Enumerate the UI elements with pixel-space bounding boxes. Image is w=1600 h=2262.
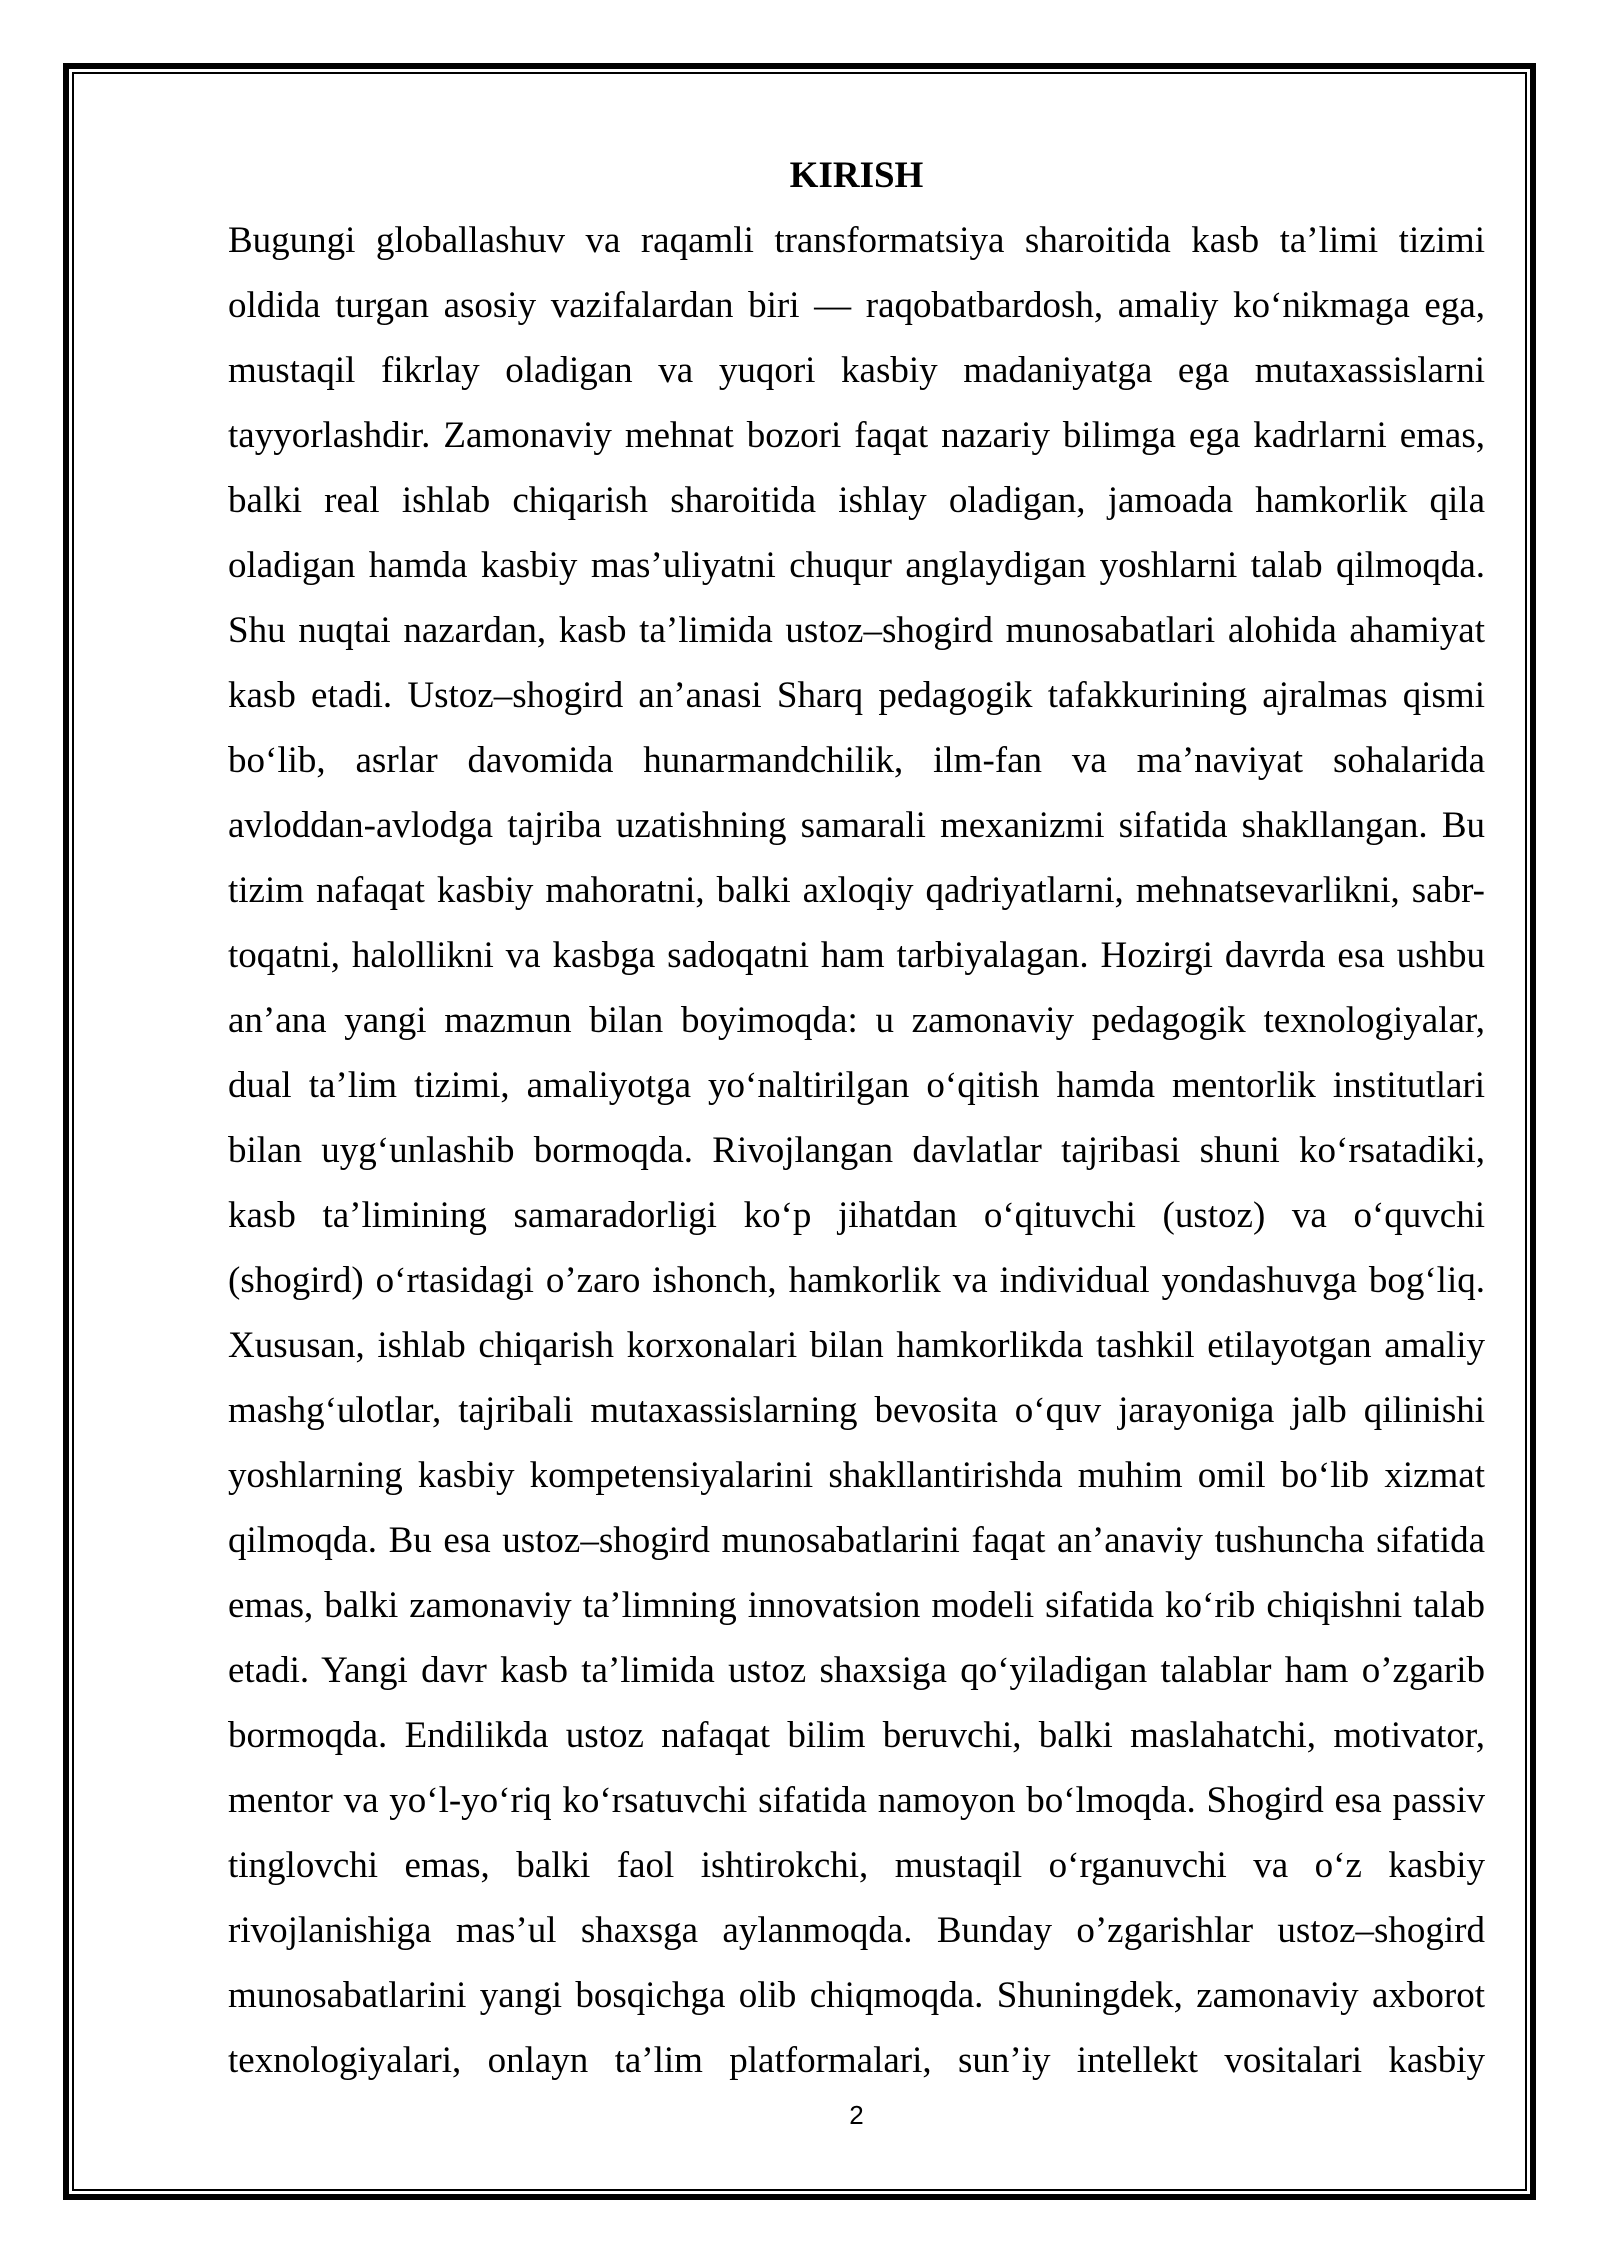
- body-text-line: avloddan-avlodga tajriba uzatishning samarali mexanizmi sifatida shakllangan. Bu: [228, 805, 1485, 846]
- body-text-line: mustaqil fikrlay oladigan va yuqori kasbiy madaniyatga ega mutaxassislarni: [228, 350, 1485, 391]
- body-text-line: (shogird) o‘rtasidagi o’zaro ishonch, hamkorlik va individual yondashuvga bog‘liq.: [228, 1260, 1485, 1301]
- body-text-line: Xususan, ishlab chiqarish korxonalari bilan hamkorlikda tashkil etilayotgan amaliy: [228, 1325, 1485, 1366]
- body-text-line: Bugungi globallashuv va raqamli transformatsiya sharoitida kasb ta’limi tizimi: [228, 220, 1485, 261]
- body-text-line: oladigan hamda kasbiy mas’uliyatni chuqur anglaydigan yoshlarni talab qilmoqda.: [228, 545, 1485, 586]
- body-text-line: yoshlarning kasbiy kompetensiyalarini shakllantirishda muhim omil bo‘lib xizmat: [228, 1455, 1485, 1496]
- body-text-line: etadi. Yangi davr kasb ta’limida ustoz shaxsiga qo‘yiladigan talablar ham o’zgarib: [228, 1650, 1485, 1691]
- body-text-line: mashg‘ulotlar, tajribali mutaxassislarning bevosita o‘quv jarayoniga jalb qilinishi: [228, 1390, 1485, 1431]
- body-text-line: oldida turgan asosiy vazifalardan biri — raqobatbardosh, amaliy ko‘nikmaga ega,: [228, 285, 1485, 326]
- body-text-line: kasb ta’limining samaradorligi ko‘p jihatdan o‘qituvchi (ustoz) va o‘quvchi: [228, 1195, 1485, 1236]
- body-text-line: an’ana yangi mazmun bilan boyimoqda: u zamonaviy pedagogik texnologiyalar,: [228, 1000, 1485, 1041]
- body-text-line: tinglovchi emas, balki faol ishtirokchi, mustaqil o‘rganuvchi va o‘z kasbiy: [228, 1845, 1485, 1886]
- body-text-line: Shu nuqtai nazardan, kasb ta’limida ustoz–shogird munosabatlari alohida ahamiyat: [228, 610, 1485, 651]
- body-text-line: mentor va yo‘l-yo‘riq ko‘rsatuvchi sifatida namoyon bo‘lmoqda. Shogird esa passiv: [228, 1780, 1485, 1821]
- body-text-line: munosabatlarini yangi bosqichga olib chiqmoqda. Shuningdek, zamonaviy axborot: [228, 1975, 1485, 2016]
- body-text-line: bormoqda. Endilikda ustoz nafaqat bilim beruvchi, balki maslahatchi, motivator,: [228, 1715, 1485, 1756]
- body-text-line: balki real ishlab chiqarish sharoitida ishlay oladigan, jamoada hamkorlik qila: [228, 480, 1485, 521]
- body-text-line: qilmoqda. Bu esa ustoz–shogird munosabatlarini faqat an’anaviy tushuncha sifatida: [228, 1520, 1485, 1561]
- section-title: KIRISH: [789, 155, 924, 196]
- body-text-line: bo‘lib, asrlar davomida hunarmandchilik, ilm-fan va ma’naviyat sohalarida: [228, 740, 1485, 781]
- page-number: 2: [849, 2100, 864, 2130]
- body-text-line: emas, balki zamonaviy ta’limning innovatsion modeli sifatida ko‘rib chiqishni talab: [228, 1585, 1485, 1626]
- document-body: [228, 143, 1485, 2093]
- body-text-line: kasb etadi. Ustoz–shogird an’anasi Sharq pedagogik tafakkurining ajralmas qismi: [228, 675, 1485, 716]
- body-text-line: tizim nafaqat kasbiy mahoratni, balki axloqiy qadriyatlarni, mehnatsevarlikni, sabr-: [228, 870, 1485, 911]
- body-text-line: rivojlanishiga mas’ul shaxsga aylanmoqda. Bunday o’zgarishlar ustoz–shogird: [228, 1910, 1485, 1951]
- body-text-line: tayyorlashdir. Zamonaviy mehnat bozori faqat nazariy bilimga ega kadrlarni emas,: [228, 415, 1485, 456]
- body-paragraph: [228, 208, 1485, 2093]
- body-text-line: bilan uyg‘unlashib bormoqda. Rivojlangan davlatlar tajribasi shuni ko‘rsatadiki,: [228, 1130, 1485, 1171]
- body-text-line: toqatni, halollikni va kasbga sadoqatni ham tarbiyalagan. Hozirgi davrda esa ushbu: [228, 935, 1485, 976]
- body-text-line: dual ta’lim tizimi, amaliyotga yo‘naltirilgan o‘qitish hamda mentorlik institutlari: [228, 1065, 1485, 1106]
- body-text-line: texnologiyalari, onlayn ta’lim platformalari, sun’iy intellekt vositalari kasbiy: [228, 2040, 1485, 2081]
